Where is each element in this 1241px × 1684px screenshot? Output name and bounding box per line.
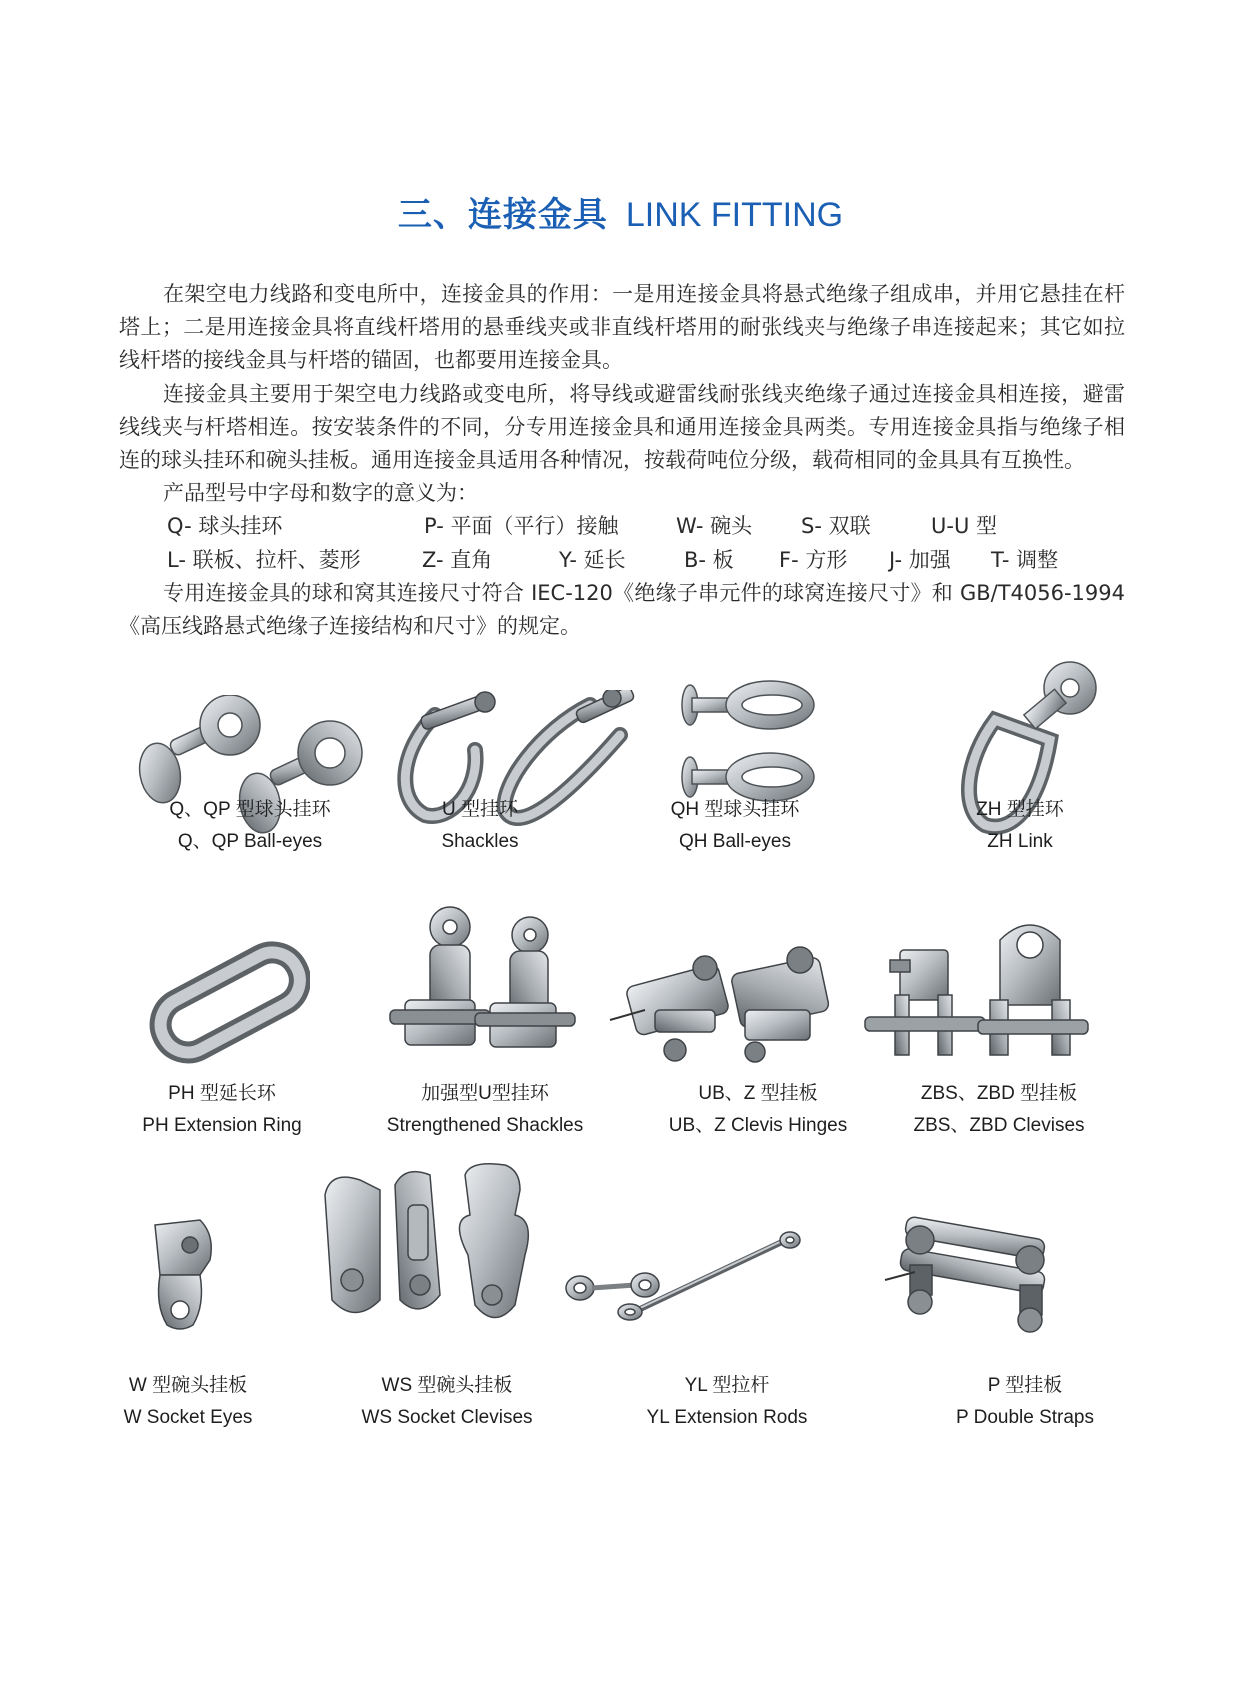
caption-zh: PH 型延长环 (168, 1083, 276, 1104)
code-l: L- 联板、拉杆、菱形 (167, 547, 361, 572)
zh-link-image (955, 660, 1110, 835)
title-chinese: 三、连接金具 (397, 195, 608, 235)
caption-zh: Q、QP 型球头挂环 (169, 799, 331, 820)
caption-en: P Double Straps (955, 1407, 1094, 1428)
ub-z-clevis-hinges-image (605, 940, 835, 1070)
caption-zh: QH 型球头挂环 (670, 799, 800, 820)
caption-en: Shackles (441, 831, 519, 852)
code-j: J- 加强 (889, 547, 951, 572)
caption-zh: UB、Z 型挂板 (698, 1083, 818, 1104)
yl-extension-rods-image (560, 1230, 805, 1330)
code-s: S- 双联 (801, 514, 871, 539)
page-title (0, 193, 1241, 237)
caption-ph-extension-ring (62, 1078, 382, 1142)
intro-paragraph-1: 在架空电力线路和变电所中，连接金具的作用：一是用连接金具将悬式绝缘子组成串，并用它悬挂在杆塔上；二是用连接金具将直线杆塔用的悬垂线夹或非直线杆塔用的耐张线夹与绝缘子串连接起来；其它如拉线杆塔的接线金具与杆塔的锚固，也都要用连接金具。 (119, 282, 1125, 373)
ph-extension-ring-image (140, 935, 310, 1070)
caption-en: W Socket Eyes (123, 1407, 253, 1428)
caption-en: ZH Link (987, 831, 1053, 852)
caption-en: PH Extension Ring (142, 1115, 302, 1136)
caption-p-double-straps (865, 1370, 1185, 1434)
code-z: Z- 直角 (422, 547, 493, 572)
code-u: U-U 型 (931, 514, 997, 539)
code-q: Q- 球头挂环 (167, 514, 283, 539)
standard-note: 专用连接金具的球和窝其连接尺寸符合 IEC-120《绝缘子串元件的球窝连接尺寸》和 GB/T4056-1994《高压线路悬式绝缘子连接结构和尺寸》的规定。 (119, 580, 1125, 639)
caption-en: QH Ball-eyes (679, 831, 791, 852)
caption-yl-extension-rods (567, 1370, 887, 1434)
caption-zbs-zbd-clevises (839, 1078, 1159, 1142)
caption-zh: YL 型拉杆 (684, 1375, 770, 1396)
caption-en: Strengthened Shackles (386, 1115, 584, 1136)
caption-en: ZBS、ZBD Clevises (913, 1115, 1085, 1136)
qh-ball-eyes-image (680, 665, 840, 835)
code-p: P- 平面（平行）接触 (424, 514, 619, 539)
ws-socket-clevises-image (320, 1160, 545, 1335)
q-qp-ball-eyes-image (130, 695, 375, 835)
caption-ws-socket-clevises (287, 1370, 607, 1434)
intro-text (119, 278, 1125, 643)
intro-paragraph-3: 产品型号中字母和数字的意义为： (163, 481, 478, 506)
caption-zh: U 型挂环 (441, 799, 518, 820)
caption-zh: P 型挂板 (987, 1375, 1063, 1396)
caption-zh: W 型碗头挂板 (128, 1375, 248, 1396)
code-f: F- 方形 (779, 547, 848, 572)
strengthened-shackles-image (365, 905, 580, 1070)
zbs-zbd-clevises-image (860, 905, 1100, 1070)
caption-zh: ZH 型挂环 (976, 799, 1064, 820)
code-y: Y- 延长 (559, 547, 626, 572)
caption-strengthened-shackles (325, 1078, 645, 1142)
caption-w-socket-eyes (28, 1370, 348, 1434)
p-double-straps-image (880, 1210, 1065, 1335)
code-t: T- 调整 (991, 547, 1059, 572)
intro-paragraph-2: 连接金具主要用于架空电力线路或变电所，将导线或避雷线耐张线夹绝缘子通过连接金具相连接，避雷线线夹与杆塔相连。按安装条件的不同，分专用连接金具和通用连接金具两类。专用连接金具指与绝缘子相连的球头挂环和碗头挂板。通用连接金具适用各种情况，按载荷吨位分级，载荷相同的金具具有互换性。 (119, 381, 1125, 473)
caption-ub-z-clevis-hinges (598, 1078, 918, 1142)
caption-en: WS Socket Clevises (361, 1407, 533, 1428)
caption-en: Q、QP Ball-eyes (177, 831, 323, 852)
w-socket-eyes-image (145, 1215, 220, 1335)
code-legend-row-2 (119, 544, 1125, 577)
code-b: B- 板 (684, 547, 734, 572)
code-w: W- 碗头 (676, 514, 753, 539)
caption-en: UB、Z Clevis Hinges (668, 1115, 848, 1136)
u-shackles-image (390, 690, 650, 835)
caption-zh: WS 型碗头挂板 (381, 1375, 513, 1396)
caption-zh: ZBS、ZBD 型挂板 (920, 1083, 1078, 1104)
title-english: LINK FITTING (625, 196, 844, 234)
caption-en: YL Extension Rods (646, 1407, 808, 1428)
caption-zh: 加强型U型挂环 (421, 1083, 549, 1104)
code-legend-row-1 (119, 510, 1125, 543)
